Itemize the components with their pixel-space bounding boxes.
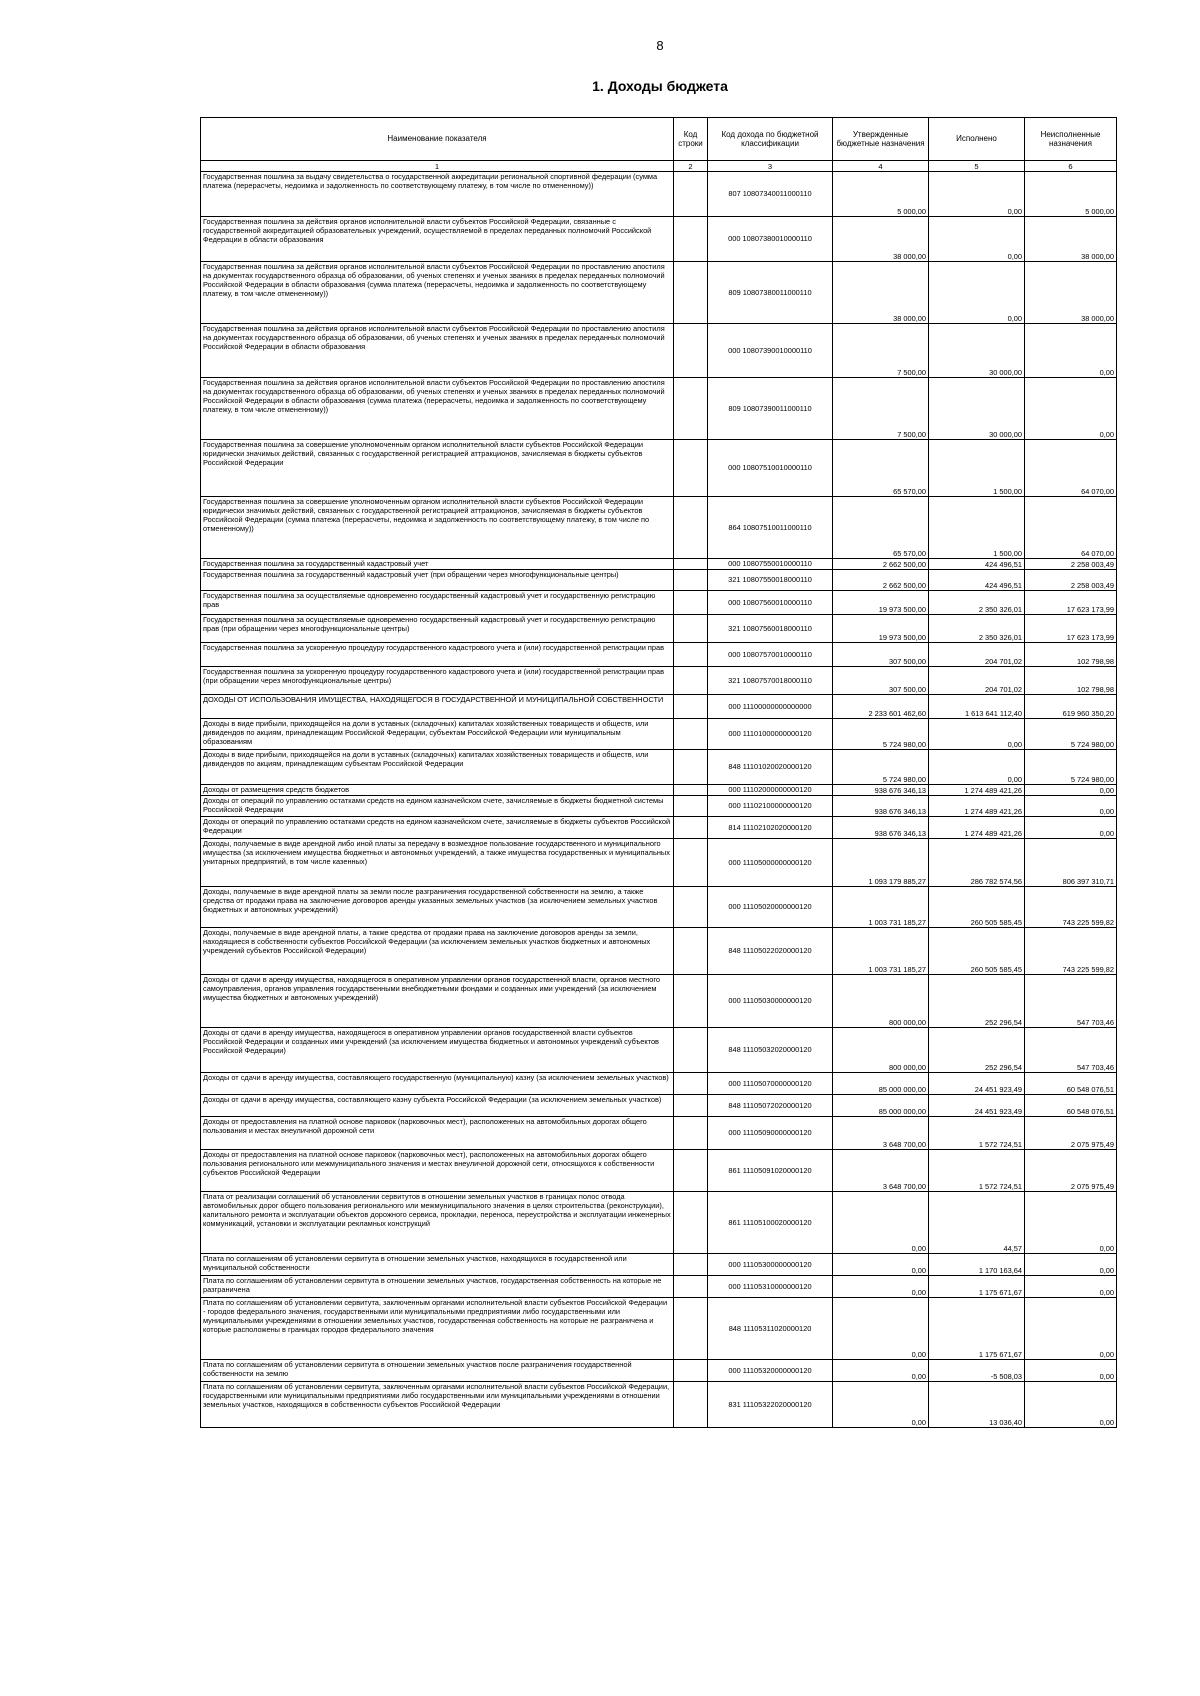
- row-executed-cell: 1 572 724,51: [929, 1117, 1025, 1150]
- row-name-cell: Плата по соглашениям об установлении сервитута, заключенным органами исполнительной власти субъектов Российской Федерации - городов федерального значения, государственными или муниципальными предприятиями либо государственными или муниципальными учреждениями в отношении земельных участков, государственная собственность на которые не разграничена и которые расположены в границах городов федерального значения: [201, 1298, 674, 1360]
- row-approved-cell: 5 000,00: [833, 172, 929, 217]
- row-name-cell: Доходы от операций по управлению остатками средств на едином казначейском счете, зачисляемые в бюджеты субъектов Российской Федерации: [201, 817, 674, 839]
- table-row: [201, 591, 1117, 615]
- row-line-code-cell: [674, 1276, 708, 1298]
- row-approved-cell: 65 570,00: [833, 440, 929, 497]
- row-approved-cell: 800 000,00: [833, 1028, 929, 1073]
- row-line-code-cell: [674, 378, 708, 440]
- header-name: Наименование показателя: [201, 118, 674, 161]
- row-approved-cell: 7 500,00: [833, 324, 929, 378]
- row-executed-cell: 1 170 163,64: [929, 1254, 1025, 1276]
- row-name-cell: Доходы от сдачи в аренду имущества, находящегося в оперативном управлении органов государственной власти субъектов Российской Федерации и созданных ими учреждений (за исключением имущества бюджетных и автономных учреждений субъектов Российской Федерации): [201, 1028, 674, 1073]
- row-name-cell: Доходы от сдачи в аренду имущества, находящегося в оперативном управлении органов государственной власти, органов местного самоуправления, органов управления государственными внебюджетными фондами и созданных ими учреждений (за исключением имущества бюджетных и автономных учреждений): [201, 975, 674, 1028]
- section-title: 1. Доходы бюджета: [592, 78, 728, 94]
- row-line-code-cell: [674, 324, 708, 378]
- row-budget-code-cell: 000 10807380010000110: [708, 217, 833, 262]
- row-budget-code-cell: 000 11105070000000120: [708, 1073, 833, 1095]
- row-line-code-cell: [674, 497, 708, 559]
- row-approved-cell: 7 500,00: [833, 378, 929, 440]
- row-unexecuted-cell: 0,00: [1025, 785, 1117, 796]
- column-number: 5: [929, 161, 1025, 172]
- row-unexecuted-cell: 5 724 980,00: [1025, 750, 1117, 785]
- row-budget-code-cell: 848 11105311020000120: [708, 1298, 833, 1360]
- row-budget-code-cell: 809 10807390011000110: [708, 378, 833, 440]
- row-executed-cell: 1 175 671,67: [929, 1298, 1025, 1360]
- row-approved-cell: 0,00: [833, 1360, 929, 1382]
- row-unexecuted-cell: 0,00: [1025, 324, 1117, 378]
- row-budget-code-cell: 000 10807570010000110: [708, 643, 833, 667]
- column-number: 3: [708, 161, 833, 172]
- row-line-code-cell: [674, 975, 708, 1028]
- row-executed-cell: 1 613 641 112,40: [929, 695, 1025, 719]
- row-name-cell: ДОХОДЫ ОТ ИСПОЛЬЗОВАНИЯ ИМУЩЕСТВА, НАХОДЯЩЕГОСЯ В ГОСУДАРСТВЕННОЙ И МУНИЦИПАЛЬНОЙ СОБСТВЕННОСТИ: [201, 695, 674, 719]
- row-name-cell: Государственная пошлина за выдачу свидетельства о государственной аккредитации региональной спортивной федерации (сумма платежа (перерасчеты, недоимка и задолженность по соответствующему платежу, в том числе по отмененному)): [201, 172, 674, 217]
- row-executed-cell: 24 451 923,49: [929, 1095, 1025, 1117]
- table-row: [201, 1073, 1117, 1095]
- row-name-cell: Доходы от размещения средств бюджетов: [201, 785, 674, 796]
- row-line-code-cell: [674, 217, 708, 262]
- row-executed-cell: 424 496,51: [929, 559, 1025, 570]
- row-name-cell: Доходы, получаемые в виде арендной платы за земли после разграничения государственной собственности на землю, а также средства от продажи права на заключение договоров аренды указанных земельных участков (за исключением земельных участков бюджетных и автономных учреждений): [201, 887, 674, 928]
- row-unexecuted-cell: 2 075 975,49: [1025, 1150, 1117, 1192]
- row-name-cell: Плата по соглашениям об установлении сервитута, заключенным органами исполнительной власти субъектов Российской Федерации, государственными или муниципальными предприятиями либо государственными или муниципальными учреждениями в отношении земельных участков, находящихся в собственности субъектов Российской Федерации: [201, 1382, 674, 1428]
- row-executed-cell: 252 296,54: [929, 975, 1025, 1028]
- row-unexecuted-cell: 547 703,46: [1025, 1028, 1117, 1073]
- row-executed-cell: 1 500,00: [929, 497, 1025, 559]
- row-budget-code-cell: 321 10807550018000110: [708, 570, 833, 591]
- column-number: 1: [201, 161, 674, 172]
- row-executed-cell: 30 000,00: [929, 378, 1025, 440]
- row-approved-cell: 85 000 000,00: [833, 1073, 929, 1095]
- row-budget-code-cell: 000 11102100000000120: [708, 796, 833, 817]
- row-unexecuted-cell: 64 070,00: [1025, 497, 1117, 559]
- row-unexecuted-cell: 0,00: [1025, 1254, 1117, 1276]
- row-line-code-cell: [674, 785, 708, 796]
- row-budget-code-cell: 848 11105032020000120: [708, 1028, 833, 1073]
- row-approved-cell: 938 676 346,13: [833, 796, 929, 817]
- column-number-row: [201, 161, 1117, 172]
- row-name-cell: Государственная пошлина за осуществляемые одновременно государственный кадастровый учет и государственную регистрацию прав (при обращении через многофункциональные центры): [201, 615, 674, 643]
- row-approved-cell: 65 570,00: [833, 497, 929, 559]
- row-line-code-cell: [674, 1254, 708, 1276]
- row-unexecuted-cell: 60 548 076,51: [1025, 1095, 1117, 1117]
- row-name-cell: Доходы от сдачи в аренду имущества, составляющего государственную (муниципальную) казну (за исключением земельных участков): [201, 1073, 674, 1095]
- row-approved-cell: 2 662 500,00: [833, 570, 929, 591]
- row-unexecuted-cell: 0,00: [1025, 1382, 1117, 1428]
- table-row: [201, 695, 1117, 719]
- row-budget-code-cell: 000 11105090000000120: [708, 1117, 833, 1150]
- page-number: 8: [656, 38, 664, 53]
- row-unexecuted-cell: 743 225 599,82: [1025, 928, 1117, 975]
- row-line-code-cell: [674, 615, 708, 643]
- row-approved-cell: 0,00: [833, 1192, 929, 1254]
- table-row: [201, 1095, 1117, 1117]
- row-approved-cell: 0,00: [833, 1276, 929, 1298]
- row-line-code-cell: [674, 440, 708, 497]
- table-row: [201, 975, 1117, 1028]
- row-unexecuted-cell: 102 798,98: [1025, 643, 1117, 667]
- row-executed-cell: 1 175 671,67: [929, 1276, 1025, 1298]
- row-approved-cell: 0,00: [833, 1254, 929, 1276]
- row-approved-cell: 800 000,00: [833, 975, 929, 1028]
- row-unexecuted-cell: 2 258 003,49: [1025, 570, 1117, 591]
- row-executed-cell: 1 572 724,51: [929, 1150, 1025, 1192]
- row-name-cell: Доходы, получаемые в виде арендной либо иной платы за передачу в возмездное пользование государственного и муниципального имущества (за исключением имущества бюджетных и автономных учреждений, а также имущества государственных и муниципальных унитарных предприятий, в том числе казенных): [201, 839, 674, 887]
- row-executed-cell: 1 274 489 421,26: [929, 817, 1025, 839]
- row-approved-cell: 3 648 700,00: [833, 1150, 929, 1192]
- row-executed-cell: -5 508,03: [929, 1360, 1025, 1382]
- row-line-code-cell: [674, 695, 708, 719]
- row-unexecuted-cell: 17 623 173,99: [1025, 615, 1117, 643]
- row-budget-code-cell: 000 11105000000000120: [708, 839, 833, 887]
- row-executed-cell: 204 701,02: [929, 643, 1025, 667]
- row-unexecuted-cell: 0,00: [1025, 1360, 1117, 1382]
- row-approved-cell: 3 648 700,00: [833, 1117, 929, 1150]
- row-name-cell: Государственная пошлина за государственный кадастровый учет (при обращении через многофункциональные центры): [201, 570, 674, 591]
- row-executed-cell: 1 274 489 421,26: [929, 785, 1025, 796]
- table-row: [201, 1298, 1117, 1360]
- row-budget-code-cell: 809 10807380011000110: [708, 262, 833, 324]
- table-row: [201, 750, 1117, 785]
- row-name-cell: Государственная пошлина за действия органов исполнительной власти субъектов Российской Федерации, связанные с государственной аккредитацией образовательных учреждений, осуществляемой в пределах переданных полномочий Российской Федерации в области образования: [201, 217, 674, 262]
- row-budget-code-cell: 861 11105091020000120: [708, 1150, 833, 1192]
- row-approved-cell: 0,00: [833, 1298, 929, 1360]
- table-row: [201, 262, 1117, 324]
- header-approved: Утвержденные бюджетные назначения: [833, 118, 929, 161]
- row-unexecuted-cell: 0,00: [1025, 817, 1117, 839]
- row-executed-cell: 0,00: [929, 719, 1025, 750]
- row-executed-cell: 24 451 923,49: [929, 1073, 1025, 1095]
- header-row: [201, 118, 1117, 161]
- row-budget-code-cell: 864 10807510011000110: [708, 497, 833, 559]
- row-budget-code-cell: 000 10807510010000110: [708, 440, 833, 497]
- table-row: [201, 667, 1117, 695]
- row-line-code-cell: [674, 1150, 708, 1192]
- table-row: [201, 1360, 1117, 1382]
- row-budget-code-cell: 000 11101000000000120: [708, 719, 833, 750]
- row-unexecuted-cell: 547 703,46: [1025, 975, 1117, 1028]
- row-unexecuted-cell: 619 960 350,20: [1025, 695, 1117, 719]
- row-executed-cell: 0,00: [929, 262, 1025, 324]
- row-unexecuted-cell: 2 075 975,49: [1025, 1117, 1117, 1150]
- table-row: [201, 497, 1117, 559]
- row-executed-cell: 0,00: [929, 750, 1025, 785]
- table-body: [201, 172, 1117, 1428]
- row-name-cell: Государственная пошлина за ускоренную процедуру государственного кадастрового учета и (или) государственной регистрации прав (при обращении через многофункциональные центры): [201, 667, 674, 695]
- row-name-cell: Государственная пошлина за действия органов исполнительной власти субъектов Российской Федерации по проставлению апостиля на документах государственного образца об образовании, об ученых степенях и ученых званиях в пределах переданных полномочий Российской Федерации в области образования: [201, 324, 674, 378]
- row-executed-cell: 204 701,02: [929, 667, 1025, 695]
- row-unexecuted-cell: 0,00: [1025, 1276, 1117, 1298]
- table-row: [201, 719, 1117, 750]
- row-unexecuted-cell: 64 070,00: [1025, 440, 1117, 497]
- row-name-cell: Доходы от предоставления на платной основе парковок (парковочных мест), расположенных на автомобильных дорогах общего пользования регионального или межмуниципального значения и местах внеуличной дорожной сети, относящихся к собственности субъектов Российской Федерации: [201, 1150, 674, 1192]
- row-budget-code-cell: 321 10807560018000110: [708, 615, 833, 643]
- row-budget-code-cell: 000 11105020000000120: [708, 887, 833, 928]
- row-executed-cell: 286 782 574,56: [929, 839, 1025, 887]
- table-row: [201, 440, 1117, 497]
- row-executed-cell: 13 036,40: [929, 1382, 1025, 1428]
- row-approved-cell: 938 676 346,13: [833, 817, 929, 839]
- row-budget-code-cell: 000 10807390010000110: [708, 324, 833, 378]
- row-executed-cell: 0,00: [929, 172, 1025, 217]
- row-unexecuted-cell: 5 000,00: [1025, 172, 1117, 217]
- row-executed-cell: 252 296,54: [929, 1028, 1025, 1073]
- row-executed-cell: 44,57: [929, 1192, 1025, 1254]
- table-row: [201, 1254, 1117, 1276]
- row-unexecuted-cell: 60 548 076,51: [1025, 1073, 1117, 1095]
- row-name-cell: Доходы от предоставления на платной основе парковок (парковочных мест), расположенных на автомобильных дорогах общего пользования и местах внеуличной дорожной сети: [201, 1117, 674, 1150]
- row-line-code-cell: [674, 172, 708, 217]
- row-line-code-cell: [674, 1360, 708, 1382]
- row-executed-cell: 260 505 585,45: [929, 928, 1025, 975]
- table-row: [201, 796, 1117, 817]
- row-approved-cell: 0,00: [833, 1382, 929, 1428]
- row-line-code-cell: [674, 1298, 708, 1360]
- row-budget-code-cell: 000 10807560010000110: [708, 591, 833, 615]
- row-name-cell: Доходы от операций по управлению остатками средств на едином казначейском счете, зачисляемые в бюджеты бюджетной системы Российской Федерации: [201, 796, 674, 817]
- row-name-cell: Доходы в виде прибыли, приходящейся на доли в уставных (складочных) капиталах хозяйственных товариществ и обществ, или дивидендов по акциям, принадлежащим Российской Федерации, субъектам Российской Федерации или муниципальным образованиям: [201, 719, 674, 750]
- table-row: [201, 559, 1117, 570]
- row-executed-cell: 30 000,00: [929, 324, 1025, 378]
- row-budget-code-cell: 848 11105072020000120: [708, 1095, 833, 1117]
- row-budget-code-cell: 831 11105322020000120: [708, 1382, 833, 1428]
- row-budget-code-cell: 814 11102102020000120: [708, 817, 833, 839]
- row-name-cell: Государственная пошлина за совершение уполномоченным органом исполнительной власти субъектов Российской Федерации юридически значимых действий, связанных с государственной регистрацией аттракционов, зачисляемая в бюджеты субъектов Российской Федерации (сумма платежа (перерасчеты, недоимка и задолженность по соответствующему платежу, в том числе по отмененному)): [201, 497, 674, 559]
- row-name-cell: Государственная пошлина за ускоренную процедуру государственного кадастрового учета и (или) государственной регистрации прав: [201, 643, 674, 667]
- row-executed-cell: 1 500,00: [929, 440, 1025, 497]
- row-line-code-cell: [674, 1192, 708, 1254]
- row-unexecuted-cell: 38 000,00: [1025, 217, 1117, 262]
- row-line-code-cell: [674, 796, 708, 817]
- row-budget-code-cell: 848 11105022020000120: [708, 928, 833, 975]
- table-row: [201, 839, 1117, 887]
- row-approved-cell: 38 000,00: [833, 217, 929, 262]
- header-unexecuted: Неисполненные назначения: [1025, 118, 1117, 161]
- row-unexecuted-cell: 743 225 599,82: [1025, 887, 1117, 928]
- row-budget-code-cell: 000 11105030000000120: [708, 975, 833, 1028]
- row-executed-cell: 424 496,51: [929, 570, 1025, 591]
- column-number: 2: [674, 161, 708, 172]
- row-budget-code-cell: 000 11105320000000120: [708, 1360, 833, 1382]
- row-approved-cell: 19 973 500,00: [833, 591, 929, 615]
- row-unexecuted-cell: 38 000,00: [1025, 262, 1117, 324]
- row-budget-code-cell: 321 10807570018000110: [708, 667, 833, 695]
- table-row: [201, 324, 1117, 378]
- row-name-cell: Плата по соглашениям об установлении сервитута в отношении земельных участков, государственная собственность на которые не разграничена: [201, 1276, 674, 1298]
- column-number: 4: [833, 161, 929, 172]
- row-line-code-cell: [674, 559, 708, 570]
- row-unexecuted-cell: 0,00: [1025, 1298, 1117, 1360]
- row-name-cell: Доходы в виде прибыли, приходящейся на доли в уставных (складочных) капиталах хозяйственных товариществ и обществ, или дивидендов по акциям, принадлежащим субъектам Российской Федерации: [201, 750, 674, 785]
- row-line-code-cell: [674, 928, 708, 975]
- row-unexecuted-cell: 2 258 003,49: [1025, 559, 1117, 570]
- row-line-code-cell: [674, 719, 708, 750]
- table-row: [201, 817, 1117, 839]
- row-executed-cell: 1 274 489 421,26: [929, 796, 1025, 817]
- table-row: [201, 1028, 1117, 1073]
- row-approved-cell: 1 003 731 185,27: [833, 887, 929, 928]
- row-line-code-cell: [674, 591, 708, 615]
- table-row: [201, 217, 1117, 262]
- row-name-cell: Государственная пошлина за действия органов исполнительной власти субъектов Российской Федерации по проставлению апостиля на документах государственного образца об образовании, об ученых степенях и ученых званиях в пределах переданных полномочий Российской Федерации в области образования (сумма платежа (перерасчеты, недоимка и задолженность по соответствующему платежу, в том числе отмененному)): [201, 262, 674, 324]
- table-row: [201, 378, 1117, 440]
- column-number: 6: [1025, 161, 1117, 172]
- row-name-cell: Государственная пошлина за совершение уполномоченным органом исполнительной власти субъектов Российской Федерации юридически значимых действий, связанных с государственной регистрацией аттракционов, зачисляемая в бюджеты субъектов Российской Федерации: [201, 440, 674, 497]
- header-executed: Исполнено: [929, 118, 1025, 161]
- row-unexecuted-cell: 5 724 980,00: [1025, 719, 1117, 750]
- row-unexecuted-cell: 806 397 310,71: [1025, 839, 1117, 887]
- row-name-cell: Плата от реализации соглашений об установлении сервитутов в отношении земельных участков в границах полос отвода автомобильных дорог общего пользования регионального или межмуниципального значения в целях строительства (реконструкции), капитального ремонта и эксплуатации объектов дорожного сервиса, прокладки, переноса, переустройства и эксплуатации инженерных коммуникаций, установки и эксплуатации рекламных конструкций: [201, 1192, 674, 1254]
- row-budget-code-cell: 000 11105300000000120: [708, 1254, 833, 1276]
- row-approved-cell: 938 676 346,13: [833, 785, 929, 796]
- row-name-cell: Плата по соглашениям об установлении сервитута в отношении земельных участков, находящихся в государственной или муниципальной собственности: [201, 1254, 674, 1276]
- row-approved-cell: 5 724 980,00: [833, 750, 929, 785]
- row-approved-cell: 2 233 601 462,60: [833, 695, 929, 719]
- header-line-code: Код строки: [674, 118, 708, 161]
- row-name-cell: Государственная пошлина за осуществляемые одновременно государственный кадастровый учет и государственную регистрацию прав: [201, 591, 674, 615]
- row-approved-cell: 2 662 500,00: [833, 559, 929, 570]
- table-row: [201, 785, 1117, 796]
- table-row: [201, 615, 1117, 643]
- row-unexecuted-cell: 0,00: [1025, 796, 1117, 817]
- row-line-code-cell: [674, 1095, 708, 1117]
- row-budget-code-cell: 000 11102000000000120: [708, 785, 833, 796]
- table-row: [201, 172, 1117, 217]
- table-row: [201, 643, 1117, 667]
- table-row: [201, 570, 1117, 591]
- row-name-cell: Доходы, получаемые в виде арендной платы, а также средства от продажи права на заключение договоров аренды за земли, находящиеся в собственности субъектов Российской Федерации (за исключением земельных участков бюджетных и автономных учреждений субъектов Российской Федерации): [201, 928, 674, 975]
- row-approved-cell: 307 500,00: [833, 643, 929, 667]
- row-budget-code-cell: 848 11101020020000120: [708, 750, 833, 785]
- row-approved-cell: 307 500,00: [833, 667, 929, 695]
- row-name-cell: Доходы от сдачи в аренду имущества, составляющего казну субъекта Российской Федерации (за исключением земельных участков): [201, 1095, 674, 1117]
- header-budget-code: Код дохода по бюджетной классификации: [708, 118, 833, 161]
- row-line-code-cell: [674, 1028, 708, 1073]
- table-row: [201, 1117, 1117, 1150]
- row-line-code-cell: [674, 570, 708, 591]
- row-budget-code-cell: 000 11105310000000120: [708, 1276, 833, 1298]
- row-unexecuted-cell: 0,00: [1025, 378, 1117, 440]
- table-row: [201, 887, 1117, 928]
- row-budget-code-cell: 000 10807550010000110: [708, 559, 833, 570]
- row-name-cell: Плата по соглашениям об установлении сервитута в отношении земельных участков после разграничения государственной собственности на землю: [201, 1360, 674, 1382]
- row-executed-cell: 260 505 585,45: [929, 887, 1025, 928]
- table-row: [201, 1382, 1117, 1428]
- row-approved-cell: 5 724 980,00: [833, 719, 929, 750]
- row-approved-cell: 19 973 500,00: [833, 615, 929, 643]
- row-approved-cell: 85 000 000,00: [833, 1095, 929, 1117]
- row-executed-cell: 0,00: [929, 217, 1025, 262]
- row-budget-code-cell: 000 11100000000000000: [708, 695, 833, 719]
- table-row: [201, 1150, 1117, 1192]
- row-unexecuted-cell: 0,00: [1025, 1192, 1117, 1254]
- row-line-code-cell: [674, 750, 708, 785]
- row-line-code-cell: [674, 1073, 708, 1095]
- budget-revenue-table: [200, 117, 1117, 1428]
- row-line-code-cell: [674, 643, 708, 667]
- row-line-code-cell: [674, 817, 708, 839]
- row-line-code-cell: [674, 887, 708, 928]
- row-line-code-cell: [674, 667, 708, 695]
- row-budget-code-cell: 807 10807340011000110: [708, 172, 833, 217]
- row-executed-cell: 2 350 326,01: [929, 615, 1025, 643]
- row-approved-cell: 1 093 179 885,27: [833, 839, 929, 887]
- row-unexecuted-cell: 102 798,98: [1025, 667, 1117, 695]
- row-line-code-cell: [674, 1117, 708, 1150]
- row-budget-code-cell: 861 11105100020000120: [708, 1192, 833, 1254]
- table-row: [201, 1192, 1117, 1254]
- row-approved-cell: 1 003 731 185,27: [833, 928, 929, 975]
- row-executed-cell: 2 350 326,01: [929, 591, 1025, 615]
- row-name-cell: Государственная пошлина за действия органов исполнительной власти субъектов Российской Федерации по проставлению апостиля на документах государственного образца об образовании, об ученых степенях и ученых званиях в пределах переданных полномочий Российской Федерации в области образования (сумма платежа (перерасчеты, недоимка и задолженность по соответствующему платежу, в том числе отмененному)): [201, 378, 674, 440]
- row-unexecuted-cell: 17 623 173,99: [1025, 591, 1117, 615]
- row-name-cell: Государственная пошлина за государственный кадастровый учет: [201, 559, 674, 570]
- row-line-code-cell: [674, 1382, 708, 1428]
- table-row: [201, 1276, 1117, 1298]
- row-line-code-cell: [674, 262, 708, 324]
- row-approved-cell: 38 000,00: [833, 262, 929, 324]
- table-row: [201, 928, 1117, 975]
- row-line-code-cell: [674, 839, 708, 887]
